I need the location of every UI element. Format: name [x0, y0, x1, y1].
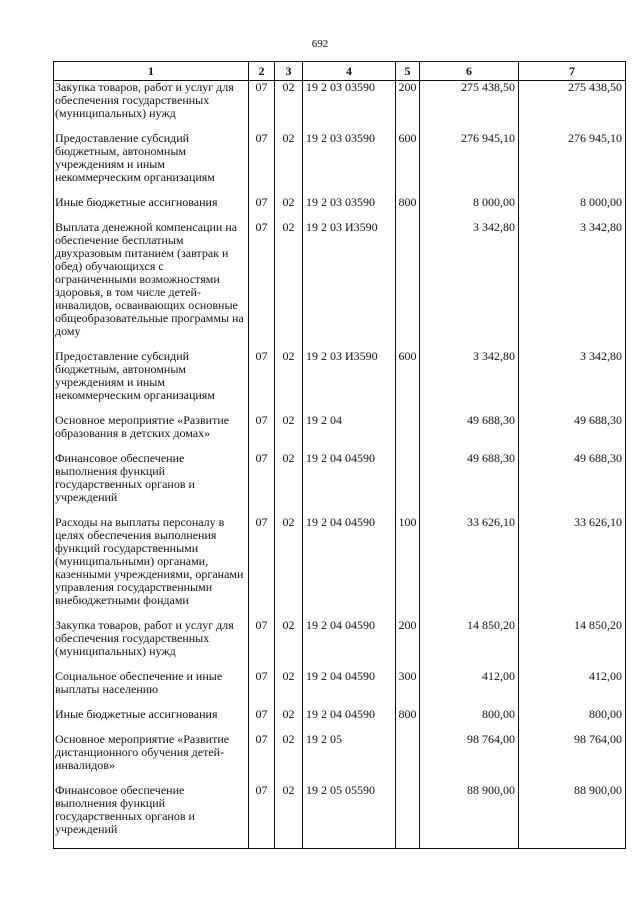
row-name: Иные бюджетные ассигнования: [54, 708, 249, 733]
row-col-3: 02: [275, 452, 303, 516]
budget-table: [53, 61, 626, 849]
row-name: Расходы на выплаты персоналу в целях обеспечения выполнения функций государственными (муниципальными) органами, казенными учреждениями, органами управления государственными внебюджетными фондами: [54, 516, 249, 619]
row-name: Выплата денежной компенсации на обеспечение бесплатным двухразовым питанием (завтрак и обед) обучающихся с ограниченными возможностями здоровья, в том числе детей-инвалидов, осваивающих основные общеобразовательные программы на дому: [54, 221, 249, 350]
row-col-5: 600: [396, 132, 420, 196]
row-col-3: 02: [275, 132, 303, 196]
row-name: Основное мероприятие «Развитие образования в детских домах»: [54, 414, 249, 452]
row-col-3: 02: [275, 221, 303, 350]
page-number: 692: [311, 38, 329, 50]
row-name: Закупка товаров, работ и услуг для обеспечения государственных (муниципальных) нужд: [54, 81, 249, 133]
row-col-4: 19 2 03 И3590: [303, 221, 396, 350]
table-row: [54, 414, 626, 452]
header-col-1: 1: [54, 62, 249, 81]
row-col-7: 3 342,80: [519, 350, 626, 414]
row-col-4: 19 2 03 И3590: [303, 350, 396, 414]
table-row: [54, 708, 626, 733]
row-name: Основное мероприятие «Развитие дистанционного обучения детей-инвалидов»: [54, 733, 249, 784]
row-col-7: 8 000,00: [519, 196, 626, 221]
row-col-2: 07: [249, 516, 275, 619]
row-col-5: 200: [396, 81, 420, 133]
row-col-4: 19 2 04 04590: [303, 670, 396, 708]
row-col-2: 07: [249, 81, 275, 133]
row-col-2: 07: [249, 708, 275, 733]
row-col-4: 19 2 04: [303, 414, 396, 452]
header-col-7: 7: [519, 62, 626, 81]
row-col-2: 07: [249, 619, 275, 670]
table-row: [54, 733, 626, 784]
row-col-6: 3 342,80: [420, 221, 519, 350]
row-col-5: [396, 733, 420, 784]
row-col-7: 49 688,30: [519, 452, 626, 516]
row-col-6: 98 764,00: [420, 733, 519, 784]
row-col-2: 07: [249, 733, 275, 784]
row-col-6: 8 000,00: [420, 196, 519, 221]
row-col-4: 19 2 03 03590: [303, 81, 396, 133]
row-col-2: 07: [249, 414, 275, 452]
row-col-3: 02: [275, 733, 303, 784]
row-col-2: 07: [249, 196, 275, 221]
row-name: Финансовое обеспечение выполнения функций государственных органов и учреждений: [54, 452, 249, 516]
table-row: [54, 221, 626, 350]
row-col-3: 02: [275, 708, 303, 733]
row-col-3: 02: [275, 516, 303, 619]
row-col-6: 49 688,30: [420, 452, 519, 516]
row-col-5: [396, 414, 420, 452]
header-col-6: 6: [420, 62, 519, 81]
row-col-6: 800,00: [420, 708, 519, 733]
row-col-2: 07: [249, 784, 275, 849]
table-row: [54, 452, 626, 516]
header-col-4: 4: [303, 62, 396, 81]
table-row: [54, 350, 626, 414]
row-name: Социальное обеспечение и иные выплаты населению: [54, 670, 249, 708]
row-col-2: 07: [249, 132, 275, 196]
row-name: Предоставление субсидий бюджетным, автономным учреждениям и иным некоммерческим организациям: [54, 350, 249, 414]
table-row: [54, 784, 626, 849]
row-col-4: 19 2 04 04590: [303, 619, 396, 670]
row-name: Закупка товаров, работ и услуг для обеспечения государственных (муниципальных) нужд: [54, 619, 249, 670]
row-col-3: 02: [275, 619, 303, 670]
table-row: [54, 619, 626, 670]
row-col-3: 02: [275, 196, 303, 221]
row-col-7: 412,00: [519, 670, 626, 708]
row-col-7: 98 764,00: [519, 733, 626, 784]
header-col-2: 2: [249, 62, 275, 81]
row-col-5: [396, 784, 420, 849]
row-col-4: 19 2 04 04590: [303, 516, 396, 619]
row-col-3: 02: [275, 414, 303, 452]
row-col-5: [396, 221, 420, 350]
row-col-6: 14 850,20: [420, 619, 519, 670]
table-row: [54, 516, 626, 619]
row-col-7: 800,00: [519, 708, 626, 733]
row-col-6: 3 342,80: [420, 350, 519, 414]
row-col-6: 275 438,50: [420, 81, 519, 133]
table-row: [54, 81, 626, 133]
row-col-6: 88 900,00: [420, 784, 519, 849]
row-col-7: 3 342,80: [519, 221, 626, 350]
row-col-6: 412,00: [420, 670, 519, 708]
header-col-5: 5: [396, 62, 420, 81]
row-col-5: 800: [396, 708, 420, 733]
row-name: Иные бюджетные ассигнования: [54, 196, 249, 221]
row-col-3: 02: [275, 670, 303, 708]
row-name: Предоставление субсидий бюджетным, автономным учреждениям и иным некоммерческим организациям: [54, 132, 249, 196]
row-col-7: 14 850,20: [519, 619, 626, 670]
row-col-6: 276 945,10: [420, 132, 519, 196]
row-col-6: 49 688,30: [420, 414, 519, 452]
row-col-2: 07: [249, 350, 275, 414]
row-col-5: 200: [396, 619, 420, 670]
row-col-3: 02: [275, 81, 303, 133]
row-col-7: 33 626,10: [519, 516, 626, 619]
table-row: [54, 196, 626, 221]
row-col-4: 19 2 03 03590: [303, 132, 396, 196]
row-col-7: 88 900,00: [519, 784, 626, 849]
row-col-4: 19 2 04 04590: [303, 708, 396, 733]
row-col-3: 02: [275, 784, 303, 849]
table-body: [54, 81, 626, 849]
row-col-2: 07: [249, 670, 275, 708]
table-row: [54, 670, 626, 708]
row-col-2: 07: [249, 452, 275, 516]
row-name: Финансовое обеспечение выполнения функций государственных органов и учреждений: [54, 784, 249, 849]
row-col-5: 800: [396, 196, 420, 221]
row-col-4: 19 2 05 05590: [303, 784, 396, 849]
row-col-3: 02: [275, 350, 303, 414]
row-col-7: 276 945,10: [519, 132, 626, 196]
row-col-2: 07: [249, 221, 275, 350]
table-row: [54, 132, 626, 196]
row-col-5: [396, 452, 420, 516]
row-col-6: 33 626,10: [420, 516, 519, 619]
row-col-7: 49 688,30: [519, 414, 626, 452]
row-col-7: 275 438,50: [519, 81, 626, 133]
row-col-5: 100: [396, 516, 420, 619]
row-col-5: 300: [396, 670, 420, 708]
row-col-4: 19 2 04 04590: [303, 452, 396, 516]
header-col-3: 3: [275, 62, 303, 81]
table-header-row: [54, 62, 626, 81]
row-col-5: 600: [396, 350, 420, 414]
row-col-4: 19 2 03 03590: [303, 196, 396, 221]
row-col-4: 19 2 05: [303, 733, 396, 784]
